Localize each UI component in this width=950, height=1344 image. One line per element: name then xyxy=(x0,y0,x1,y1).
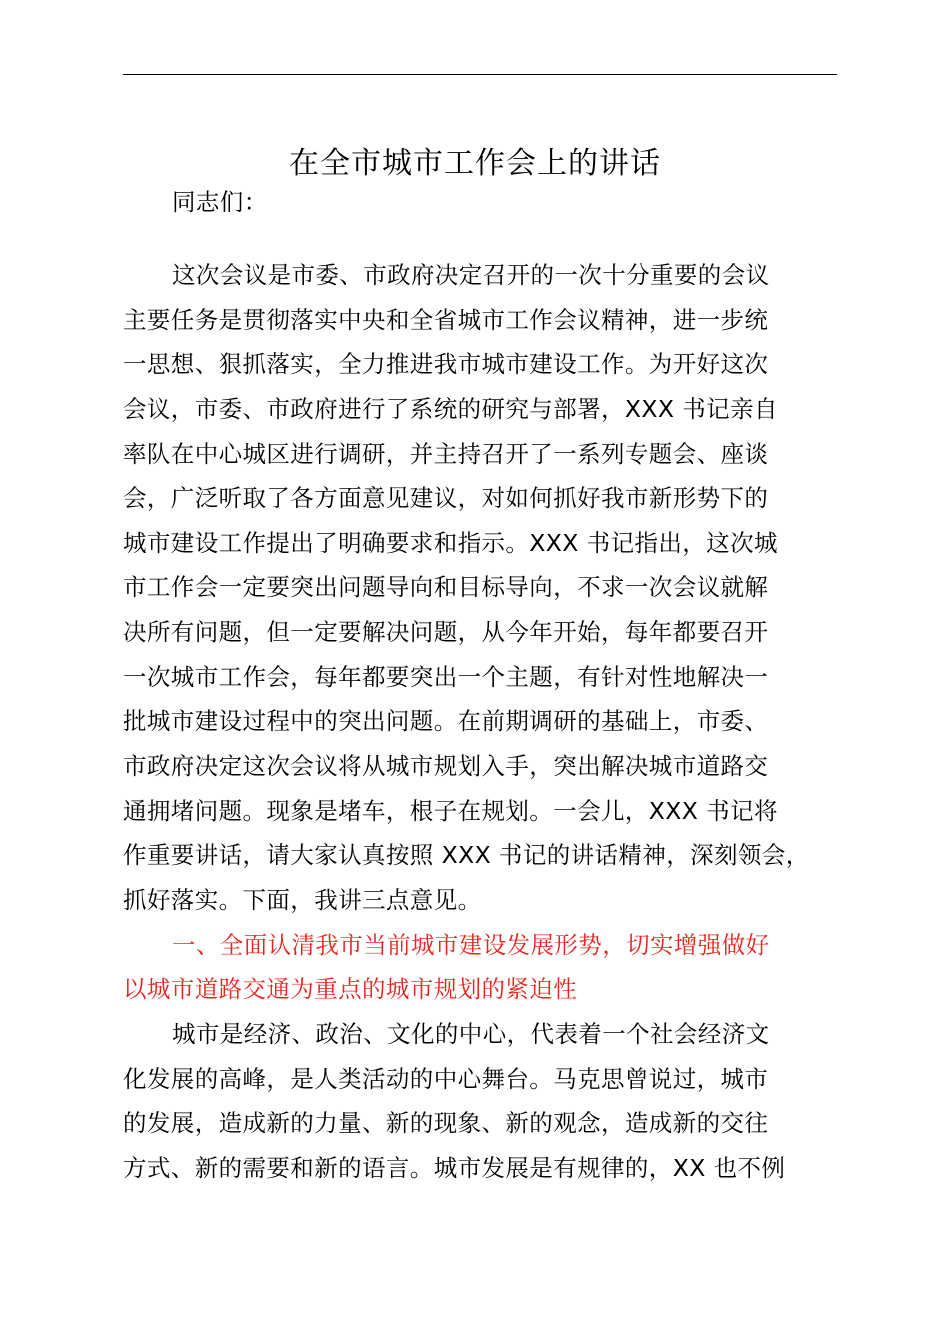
text-line: 抓好落实。下面，我讲三点意见。 xyxy=(123,886,482,914)
heading-line: 一、全面认清我市当前城市建设发展形势，切实增强做好 xyxy=(172,931,770,959)
text-line: 一次城市工作会，每年都要突出一个主题，有针对性地解决一 xyxy=(123,663,769,691)
header-rule xyxy=(123,74,837,75)
text-line: 率队在中心城区进行调研，并主持召开了一系列专题会、座谈 xyxy=(123,440,769,468)
text-line: 市工作会一定要突出问题导向和目标导向，不求一次会议就解 xyxy=(123,573,769,601)
text-line: 作重要讲话，请大家认真按照 XXX 书记的讲话精神，深刻领会， xyxy=(123,841,810,869)
page-title: 在全市城市工作会上的讲话 xyxy=(289,146,661,181)
text-line: 方式、新的需要和新的语言。城市发展是有规律的，XX 也不例 xyxy=(123,1154,786,1182)
text-line: 一思想、狠抓落实，全力推进我市城市建设工作。为开好这次 xyxy=(123,350,769,378)
text-line: 决所有问题，但一定要解决问题，从今年开始，每年都要召开 xyxy=(123,618,769,646)
text-line: 会，广泛听取了各方面意见建议，对如何抓好我市新形势下的 xyxy=(123,484,769,512)
salutation: 同志们： xyxy=(172,188,268,216)
heading-line: 以城市道路交通为重点的城市规划的紧迫性 xyxy=(123,975,578,1003)
text-line: 会议，市委、市政府进行了系统的研究与部署，XXX 书记亲自 xyxy=(123,395,778,423)
text-line: 城市是经济、政治、文化的中心，代表着一个社会经济文 xyxy=(172,1020,770,1048)
text-line: 通拥堵问题。现象是堵车，根子在规划。一会儿，XXX 书记将 xyxy=(123,797,778,825)
text-line: 城市建设工作提出了明确要求和指示。XXX 书记指出，这次城 xyxy=(123,529,778,557)
text-line: 的发展，造成新的力量、新的现象、新的观念，造成新的交往 xyxy=(123,1109,769,1137)
text-line: 这次会议是市委、市政府决定召开的一次十分重要的会议 xyxy=(172,261,770,289)
text-line: 化发展的高峰，是人类活动的中心舞台。马克思曾说过，城市 xyxy=(123,1065,769,1093)
text-line: 市政府决定这次会议将从城市规划入手，突出解决城市道路交 xyxy=(123,752,769,780)
text-line: 主要任务是贯彻落实中央和全省城市工作会议精神，进一步统 xyxy=(123,306,769,334)
text-line: 批城市建设过程中的突出问题。在前期调研的基础上，市委、 xyxy=(123,707,769,735)
